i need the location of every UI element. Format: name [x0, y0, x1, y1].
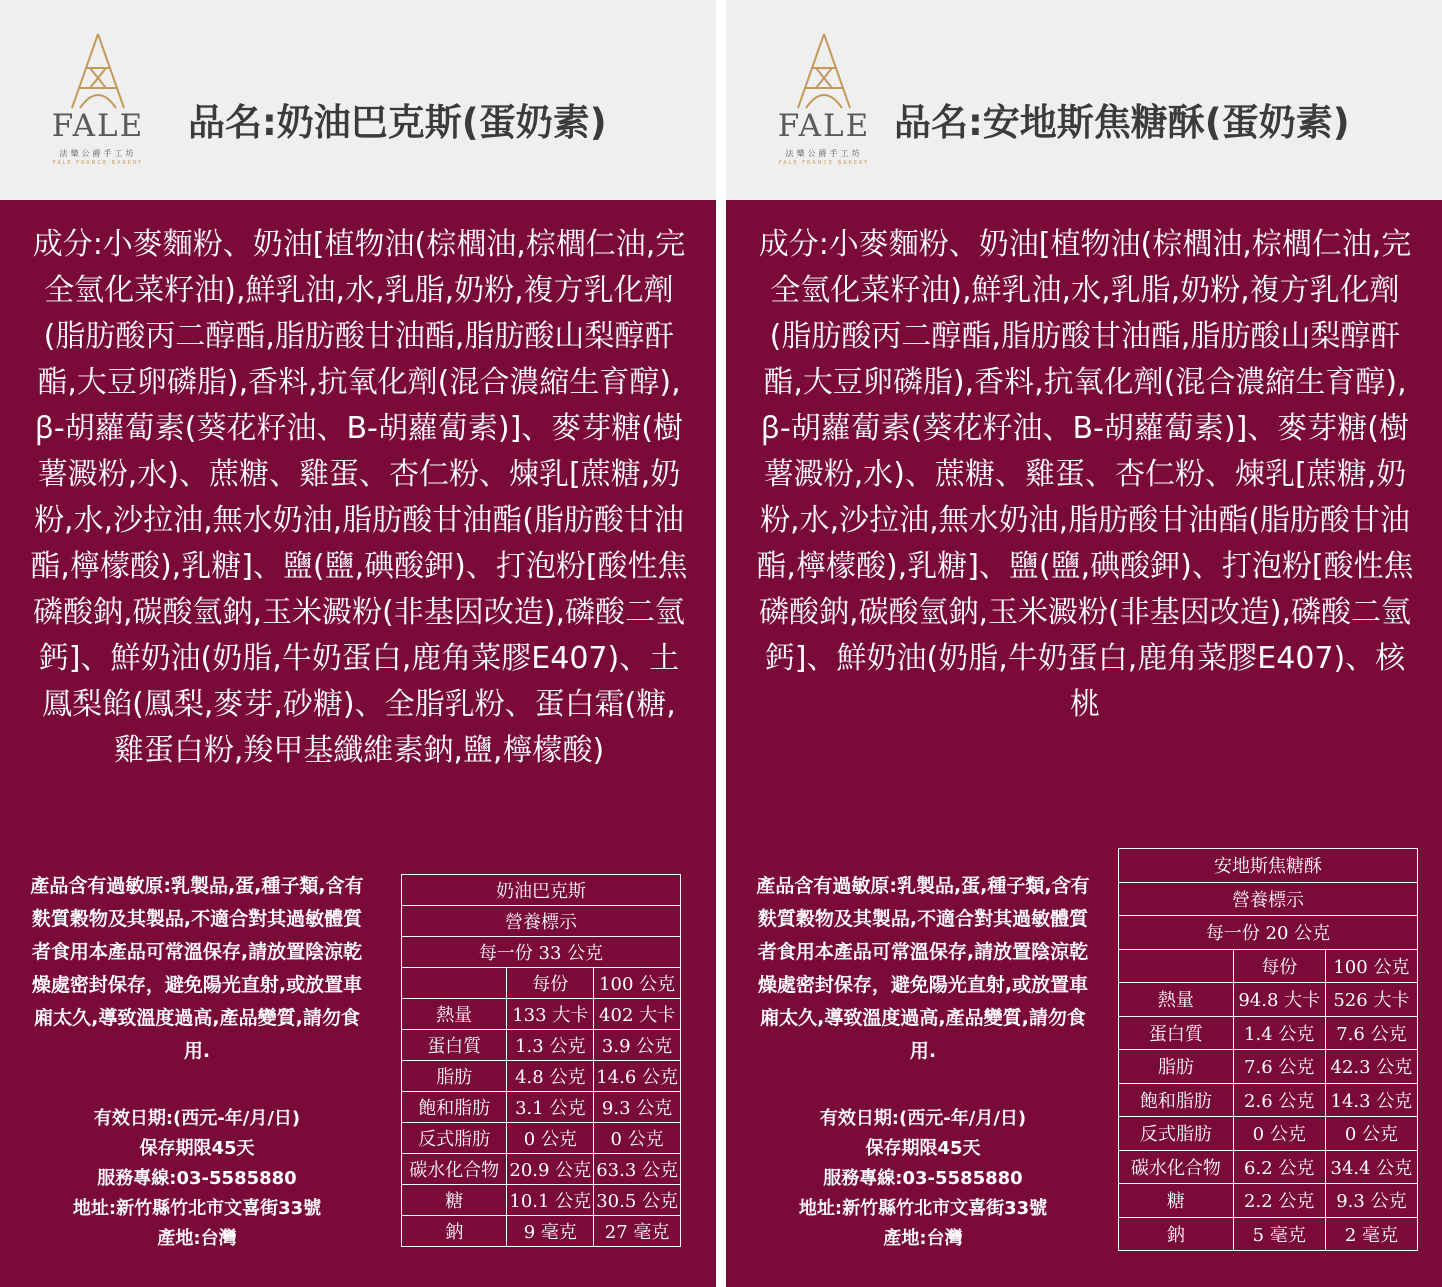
product-label-right — [726, 0, 1442, 1287]
expiry-date: 有效日期:(西元-年/月/日) — [819, 1108, 1027, 1129]
nutrient-per-100g: 0 公克 — [1325, 1117, 1417, 1151]
eiffel-tower-icon — [792, 32, 856, 112]
product-info — [26, 1104, 368, 1254]
expiry-date: 有效日期:(西元-年/月/日) — [93, 1108, 301, 1129]
logo-chinese-name: 法樂公爵手工坊 — [785, 149, 863, 158]
nutrient-per-serving: 0 公克 — [507, 1123, 594, 1154]
product-label-left — [0, 0, 716, 1287]
logo-wordmark: FALE — [51, 108, 145, 144]
nutrient-per-100g: 526 大卡 — [1325, 983, 1417, 1017]
nutrition-row — [402, 999, 681, 1030]
nutrition-row — [1119, 1184, 1418, 1218]
nutrient-per-100g: 7.6 公克 — [1325, 1016, 1417, 1050]
nutrient-per-serving: 94.8 大卡 — [1233, 983, 1325, 1017]
address: 地址:新竹縣竹北市文喜街33號 — [798, 1198, 1048, 1219]
nutrition-table — [1118, 848, 1418, 1251]
nutrition-col-per-serving: 每份 — [1233, 949, 1325, 983]
nutrition-row — [402, 1185, 681, 1216]
nutrient-name: 蛋白質 — [402, 1030, 507, 1061]
nutrient-per-100g: 34.4 公克 — [1325, 1150, 1417, 1184]
nutrient-per-serving: 0 公克 — [1233, 1117, 1325, 1151]
nutrition-row — [402, 1216, 681, 1247]
nutrition-row — [1119, 983, 1418, 1017]
nutrition-row — [1119, 1016, 1418, 1050]
nutrition-serving-size: 每一份 20 公克 — [1119, 916, 1418, 950]
logo-english-name: FALE FRANCE BAKERY — [52, 160, 144, 166]
nutrition-row — [1119, 1117, 1418, 1151]
nutrient-name: 鈉 — [402, 1216, 507, 1247]
nutrient-name: 碳水化合物 — [402, 1154, 507, 1185]
nutrient-name: 碳水化合物 — [1119, 1150, 1234, 1184]
origin: 產地:台灣 — [883, 1228, 963, 1249]
nutrition-product-name: 安地斯焦糖酥 — [1119, 849, 1418, 883]
nutrient-per-100g: 0 公克 — [594, 1123, 681, 1154]
nutrient-per-100g: 3.9 公克 — [594, 1030, 681, 1061]
nutrient-name: 熱量 — [1119, 983, 1234, 1017]
nutrient-per-100g: 14.6 公克 — [594, 1061, 681, 1092]
nutrition-col-per-100g: 100 公克 — [594, 968, 681, 999]
nutrition-row — [402, 1061, 681, 1092]
nutrition-serving-size: 每一份 33 公克 — [402, 937, 681, 968]
nutrient-per-serving: 5 毫克 — [1233, 1217, 1325, 1251]
nutrient-name: 熱量 — [402, 999, 507, 1030]
nutrition-col-per-100g: 100 公克 — [1325, 949, 1417, 983]
allergen-storage-notice: 產品含有過敏原:乳製品,蛋,種子類,含有麩質穀物及其製品,不適合對其過敏體質者食用本產品可常溫保存,請放置陰涼乾燥處密封保存，避免陽光直射,或放置車廂太久,導致溫度過高,產品變質,請勿食用. — [756, 875, 1090, 1062]
nutrition-product-name: 奶油巴克斯 — [402, 875, 681, 906]
nutrient-name: 糖 — [402, 1185, 507, 1216]
label-header — [726, 0, 1442, 200]
nutrition-header-blank — [1119, 949, 1234, 983]
nutrient-per-serving: 9 毫克 — [507, 1216, 594, 1247]
nutrient-per-100g: 30.5 公克 — [594, 1185, 681, 1216]
nutrition-row — [402, 1154, 681, 1185]
allergen-storage-notice: 產品含有過敏原:乳製品,蛋,種子類,含有麩質穀物及其製品,不適合對其過敏體質者食用本產品可常溫保存,請放置陰涼乾燥處密封保存，避免陽光直射,或放置車廂太久,導致溫度過高,產品變質,請勿食用. — [30, 875, 364, 1062]
nutrition-row — [1119, 1050, 1418, 1084]
logo-chinese-name: 法樂公爵手工坊 — [59, 149, 137, 158]
nutrient-per-serving: 7.6 公克 — [1233, 1050, 1325, 1084]
nutrient-per-serving: 2.6 公克 — [1233, 1083, 1325, 1117]
nutrient-per-100g: 63.3 公克 — [594, 1154, 681, 1185]
nutrient-name: 糖 — [1119, 1184, 1234, 1218]
nutrient-name: 飽和脂肪 — [1119, 1083, 1234, 1117]
nutrition-row — [1119, 1150, 1418, 1184]
eiffel-tower-icon — [66, 32, 130, 112]
nutrition-title: 營養標示 — [1119, 882, 1418, 916]
nutrient-name: 脂肪 — [1119, 1050, 1234, 1084]
origin: 產地:台灣 — [157, 1228, 237, 1249]
nutrient-per-serving: 3.1 公克 — [507, 1092, 594, 1123]
nutrient-per-serving: 1.3 公克 — [507, 1030, 594, 1061]
product-info — [752, 1104, 1094, 1254]
product-name: 品名:安地斯焦糖酥(蛋奶素) — [894, 101, 1350, 144]
nutrient-per-100g: 402 大卡 — [594, 999, 681, 1030]
nutrient-per-100g: 2 毫克 — [1325, 1217, 1417, 1251]
nutrient-per-100g: 42.3 公克 — [1325, 1050, 1417, 1084]
nutrient-per-serving: 6.2 公克 — [1233, 1150, 1325, 1184]
nutrient-per-serving: 2.2 公克 — [1233, 1184, 1325, 1218]
shelf-life: 保存期限45天 — [865, 1138, 981, 1159]
nutrient-per-100g: 9.3 公克 — [1325, 1184, 1417, 1218]
address: 地址:新竹縣竹北市文喜街33號 — [72, 1198, 322, 1219]
nutrition-row — [402, 1092, 681, 1123]
service-hotline: 服務專線:03-5585880 — [823, 1168, 1023, 1189]
nutrition-row — [402, 1030, 681, 1061]
product-name: 品名:奶油巴克斯(蛋奶素) — [188, 101, 607, 144]
ingredients-text: 成分:小麥麵粉、奶油[植物油(棕櫚油,棕櫚仁油,完全氫化菜籽油),鮮乳油,水,乳脂,奶粉,複方乳化劑(脂肪酸丙二醇酯,脂肪酸甘油酯,脂肪酸山梨醇酐酯,大豆卵磷脂),香料,抗氧化劑(混合濃縮生育醇),ꞵ-胡蘿蔔素(葵花籽油、B-胡蘿蔔素)]、麥芽糖(樹薯澱粉,水)、蔗糖、雞蛋、杏仁粉、煉乳[蔗糖,奶粉,水,沙拉油,無水奶油,脂肪酸甘油酯(脂肪酸甘油酯,檸檬酸),乳糖]、鹽(鹽,碘酸鉀)、打泡粉[酸性焦磷酸鈉,碳酸氫鈉,玉米澱粉(非基因改造),磷酸二氫鈣]、鮮奶油(奶脂,牛奶蛋白,鹿角菜膠E407)、核桃 — [756, 227, 1414, 722]
nutrition-title: 營養標示 — [402, 906, 681, 937]
nutrition-table — [401, 874, 681, 1247]
label-header — [0, 0, 716, 200]
nutrient-name: 鈉 — [1119, 1217, 1234, 1251]
logo-wordmark: FALE — [777, 108, 871, 144]
nutrient-per-serving: 133 大卡 — [507, 999, 594, 1030]
service-hotline: 服務專線:03-5585880 — [97, 1168, 297, 1189]
nutrition-col-per-serving: 每份 — [507, 968, 594, 999]
ingredients-text: 成分:小麥麵粉、奶油[植物油(棕櫚油,棕櫚仁油,完全氫化菜籽油),鮮乳油,水,乳脂,奶粉,複方乳化劑(脂肪酸丙二醇酯,脂肪酸甘油酯,脂肪酸山梨醇酐酯,大豆卵磷脂),香料,抗氧化劑(混合濃縮生育醇),ꞵ-胡蘿蔔素(葵花籽油、B-胡蘿蔔素)]、麥芽糖(樹薯澱粉,水)、蔗糖、雞蛋、杏仁粉、煉乳[蔗糖,奶粉,水,沙拉油,無水奶油,脂肪酸甘油酯(脂肪酸甘油酯,檸檬酸),乳糖]、鹽(鹽,碘酸鉀)、打泡粉[酸性焦磷酸鈉,碳酸氫鈉,玉米澱粉(非基因改造),磷酸二氫鈣]、鮮奶油(奶脂,牛奶蛋白,鹿角菜膠E407)、土鳳梨餡(鳳梨,麥芽,砂糖)、全脂乳粉、蛋白霜(糖,雞蛋白粉,羧甲基纖維素鈉,鹽,檸檬酸) — [30, 227, 688, 768]
fale-logo — [768, 28, 898, 178]
nutrition-row — [402, 1123, 681, 1154]
fale-logo — [42, 28, 172, 178]
nutrition-row — [1119, 1217, 1418, 1251]
nutrient-name: 蛋白質 — [1119, 1016, 1234, 1050]
nutrient-name: 反式脂肪 — [1119, 1117, 1234, 1151]
nutrient-name: 脂肪 — [402, 1061, 507, 1092]
nutrient-per-serving: 20.9 公克 — [507, 1154, 594, 1185]
nutrient-per-100g: 9.3 公克 — [594, 1092, 681, 1123]
nutrient-per-serving: 10.1 公克 — [507, 1185, 594, 1216]
nutrient-name: 飽和脂肪 — [402, 1092, 507, 1123]
nutrient-per-100g: 27 毫克 — [594, 1216, 681, 1247]
logo-english-name: FALE FRANCE BAKERY — [778, 160, 870, 166]
nutrient-per-serving: 4.8 公克 — [507, 1061, 594, 1092]
nutrient-per-100g: 14.3 公克 — [1325, 1083, 1417, 1117]
shelf-life: 保存期限45天 — [139, 1138, 255, 1159]
nutrient-name: 反式脂肪 — [402, 1123, 507, 1154]
nutrition-header-blank — [402, 968, 507, 999]
nutrient-per-serving: 1.4 公克 — [1233, 1016, 1325, 1050]
nutrition-row — [1119, 1083, 1418, 1117]
